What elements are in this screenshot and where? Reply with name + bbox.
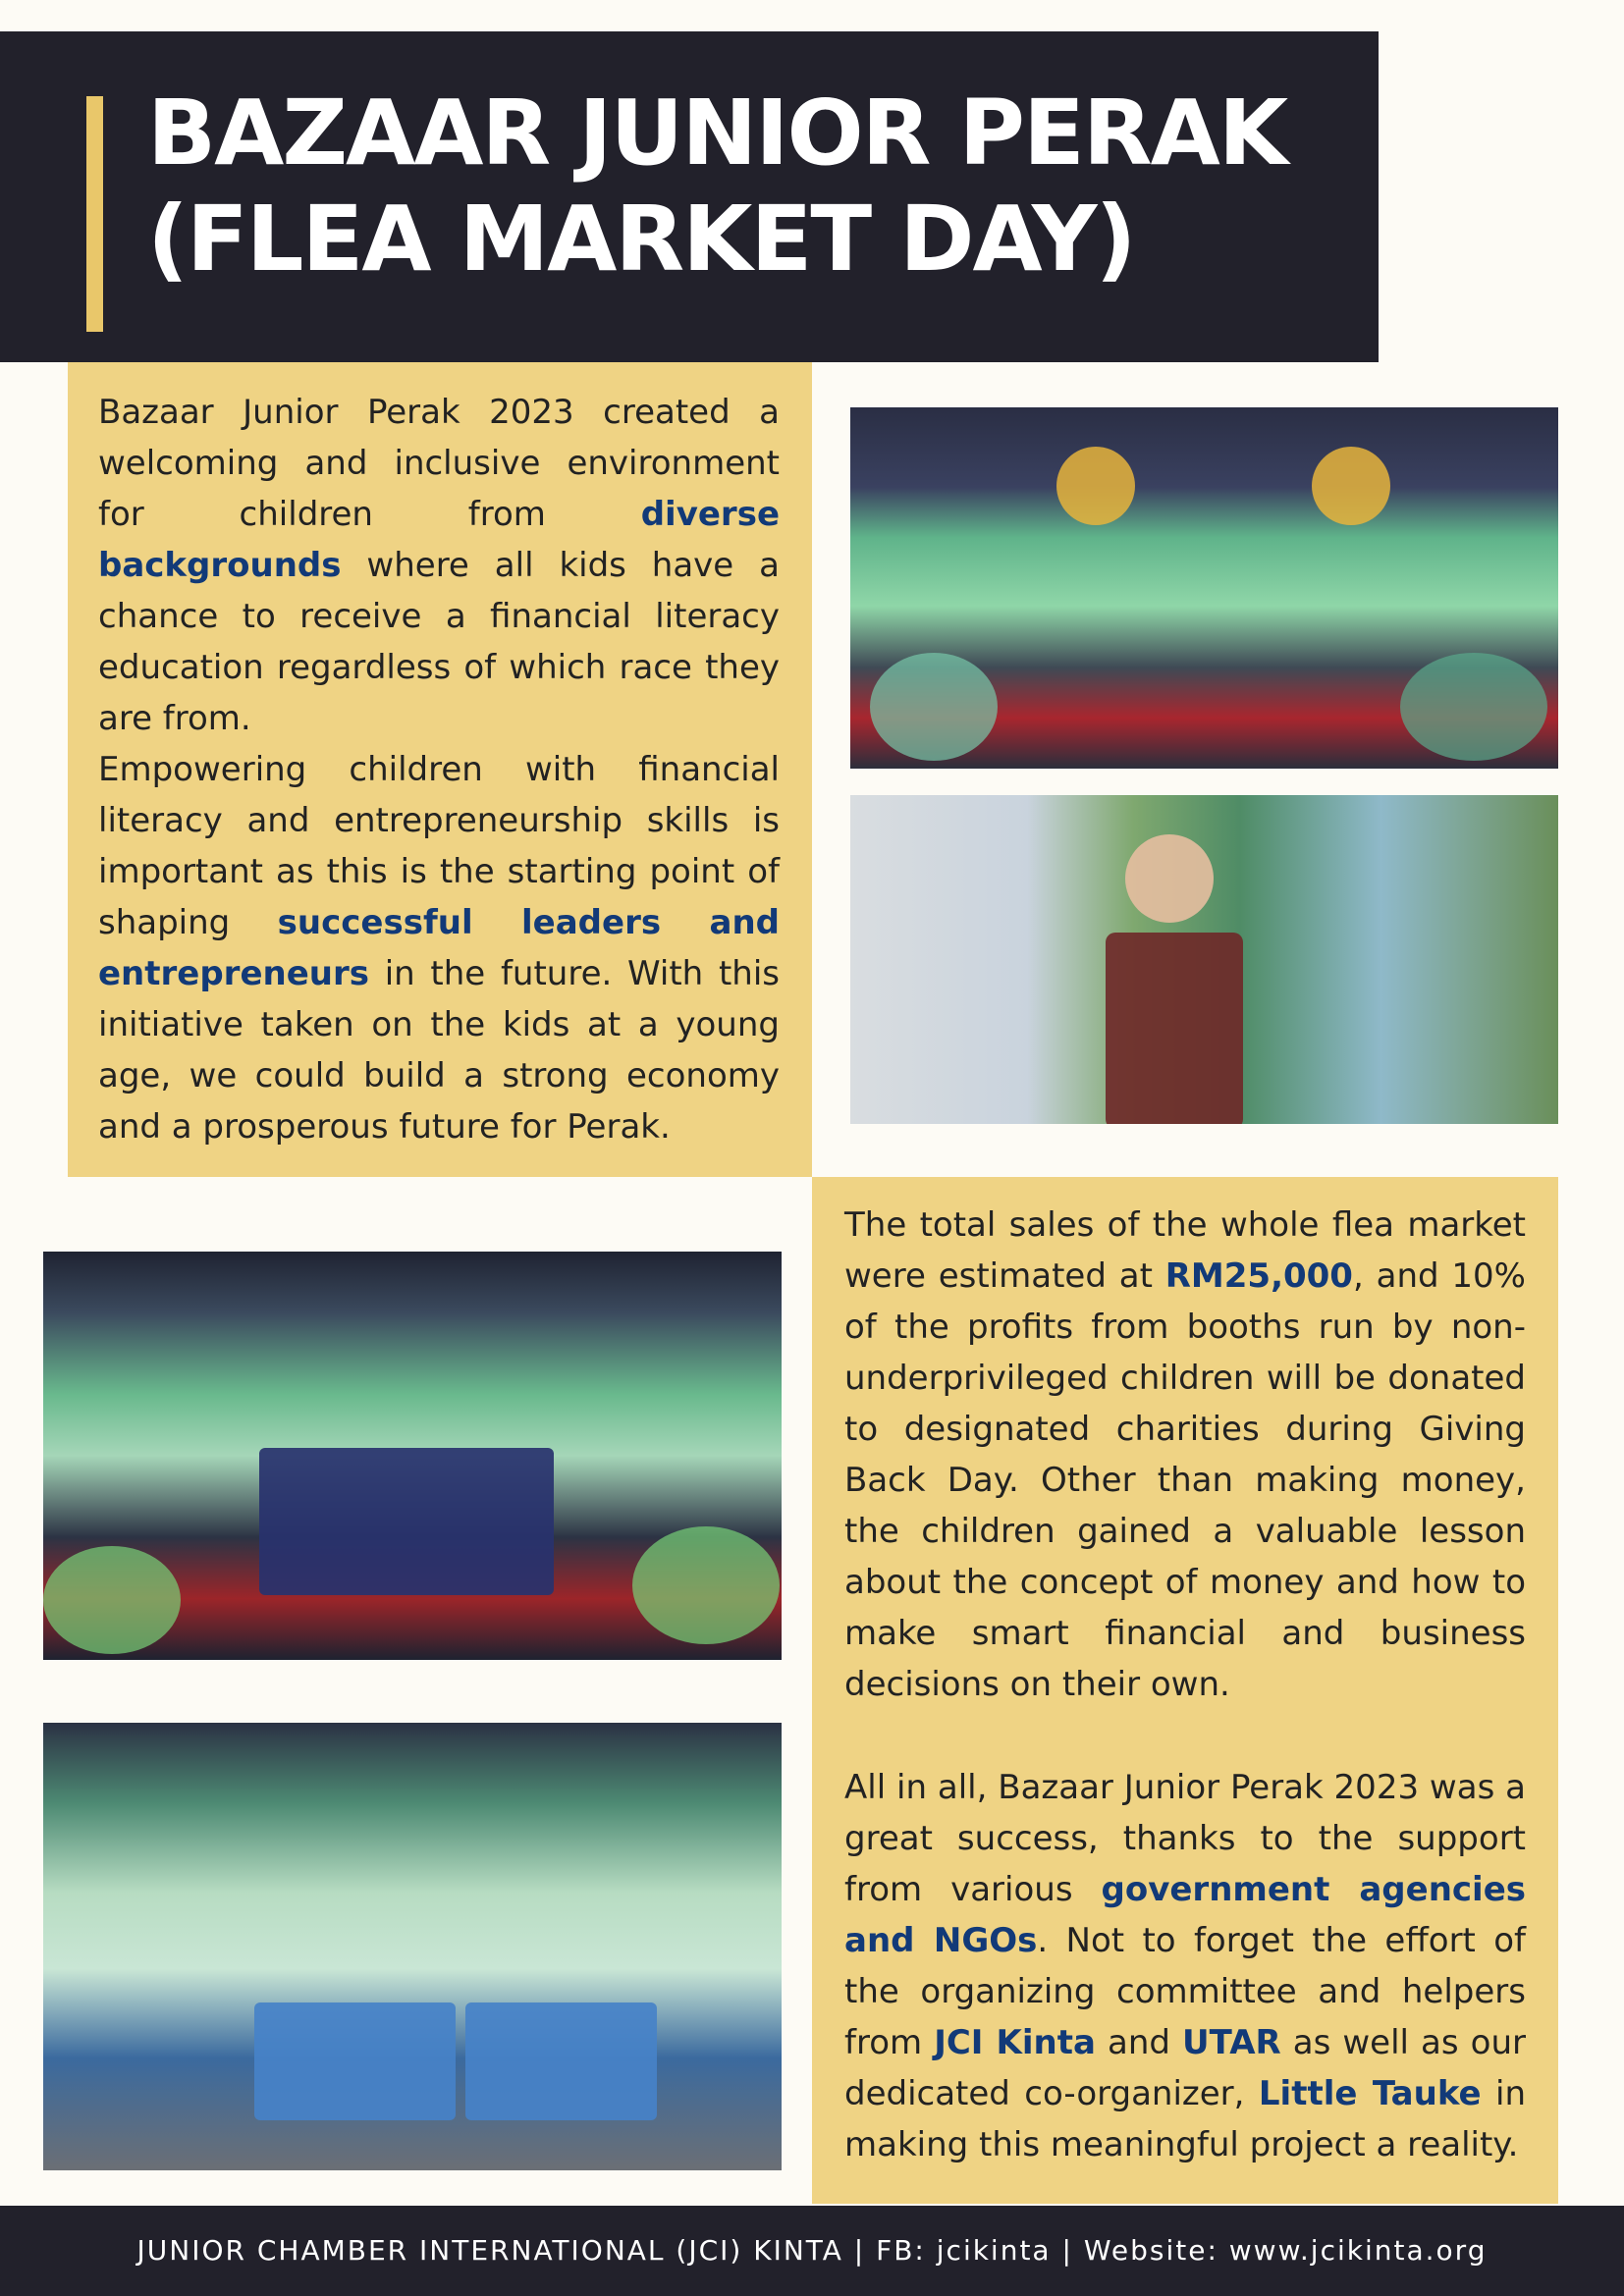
podium xyxy=(1106,933,1243,1124)
paragraph-text: The total sales of the whole flea market were estimated at xyxy=(844,1205,1526,1296)
photo-stage-group xyxy=(850,407,1558,769)
lion-dance-head xyxy=(1312,447,1390,525)
balloon-cluster xyxy=(43,1546,181,1654)
highlight-text: diverse backgrounds xyxy=(98,495,780,585)
photo-utar-group xyxy=(43,1252,782,1660)
paragraph-sales xyxy=(844,1200,1526,1710)
balloon-cluster xyxy=(870,653,998,761)
photo-speaker xyxy=(850,795,1558,1124)
highlight-text: JCI Kinta xyxy=(934,2023,1096,2062)
highlight-text: government agencies and NGOs xyxy=(844,1870,1527,1960)
paragraph-text: . Not to forget the effort of the organizing committee and helpers from xyxy=(844,1921,1527,2062)
paragraph-text: as well as our dedicated co-organizer, xyxy=(844,2023,1526,2113)
footer-bar xyxy=(0,2206,1624,2296)
lion-dance-head xyxy=(1056,447,1135,525)
paragraph-inclusivity xyxy=(98,387,780,744)
accent-bar xyxy=(86,96,103,332)
balloon-cluster xyxy=(632,1526,780,1644)
paragraph-text: in the future. With this initiative taken on the kids at a young age, we could build a strong economy and a prosperous future for Perak. xyxy=(98,954,780,1147)
jci-banner xyxy=(254,2002,456,2120)
highlight-text: RM25,000 xyxy=(1164,1256,1353,1296)
jci-banner xyxy=(465,2002,657,2120)
footer-text: JUNIOR CHAMBER INTERNATIONAL (JCI) KINTA | FB: jcikinta | Website: www.jcikinta.org xyxy=(136,2234,1488,2267)
paragraph-text: and xyxy=(1095,2023,1183,2062)
header-banner xyxy=(0,31,1379,362)
paragraph-text: Bazaar Junior Perak 2023 created a welcoming and inclusive environment for children from xyxy=(98,393,780,534)
balloon-cluster xyxy=(1400,653,1547,761)
paragraph-text: Empowering children with financial literacy and entrepreneurship skills is important as this is the starting point of shaping xyxy=(98,750,780,942)
paragraph-text: , and 10% of the profits from booths run by non-underprivileged children will be donated to designated charities during Giving Back Day. Other than making money, the children gained a valuable lesson about the concept of money and how to make smart financial and business decisions on their own. xyxy=(844,1256,1526,1704)
highlight-text: successful leaders and entrepreneurs xyxy=(98,903,780,993)
highlight-text: Little Tauke xyxy=(1258,2074,1482,2113)
utar-banner xyxy=(259,1448,554,1595)
paragraph-text: in making this meaningful project a reality. xyxy=(844,2074,1526,2164)
page-title-line-1: BAZAAR JUNIOR PERAK xyxy=(147,80,1287,186)
speaker-figure xyxy=(1125,834,1214,923)
paragraph-thanks xyxy=(844,1762,1526,2170)
paragraph-empowering xyxy=(98,744,780,1152)
highlight-text: UTAR xyxy=(1182,2023,1281,2062)
page-title xyxy=(147,80,1345,293)
photo-jci-group xyxy=(43,1723,782,2170)
page-title-line-2: (FLEA MARKET DAY) xyxy=(147,187,1135,292)
paragraph-text: All in all, Bazaar Junior Perak 2023 was a great success, thanks to the support from various xyxy=(844,1768,1526,1909)
paragraph-text: where all kids have a chance to receive a financial literacy education regardless of which race they are from. xyxy=(98,546,780,738)
